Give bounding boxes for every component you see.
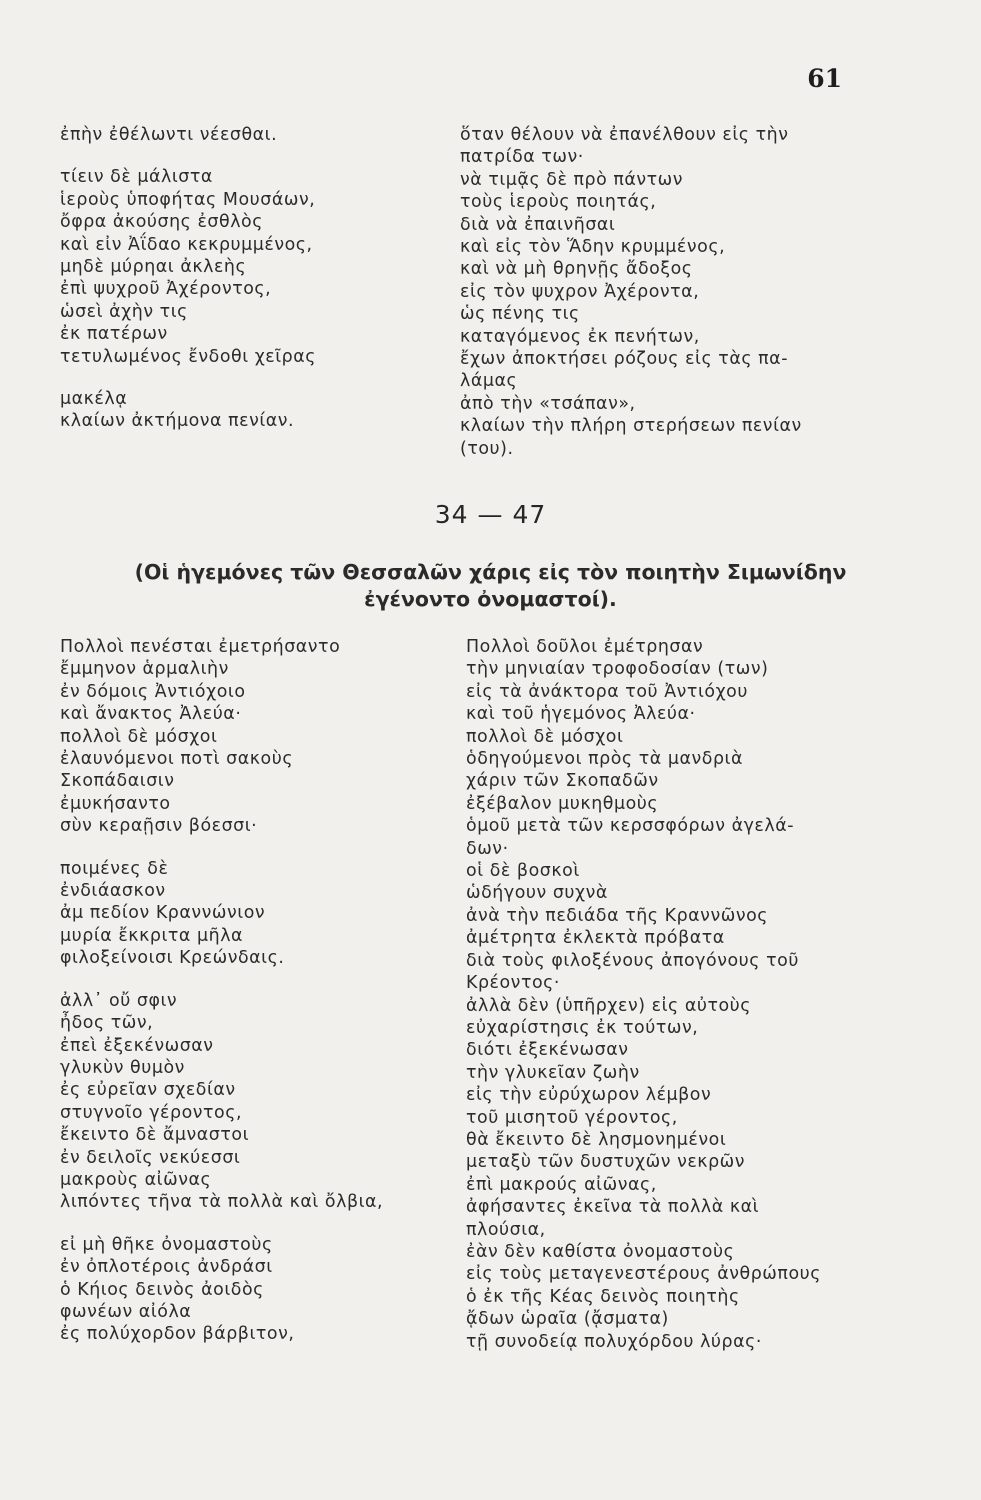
verse-line: ἐπὶ ψυχροῦ Ἀχέροντος, xyxy=(60,279,272,300)
verse-line: Πολλοὶ πενέσται ἐμετρήσαντο xyxy=(60,637,341,657)
verse-line: ἔμμηνον ἁρμαλιὴν xyxy=(60,659,229,680)
verse-line: ὅταν θέλουν νὰ ἐπανέλθουν εἰς τὴν xyxy=(460,125,789,145)
verse-line: ποιμένες δὲ xyxy=(60,858,169,879)
verse-line: ἦδος τῶν, xyxy=(60,1013,154,1034)
verse-line: στυγνοῖο γέροντος, xyxy=(60,1102,243,1123)
verse-line: φωνέων αἰόλα xyxy=(60,1301,192,1322)
verse-line: λιπόντες τῆνα τὰ πολλὰ καὶ ὄλβια, xyxy=(60,1192,384,1213)
verse-line: τοῦ μισητοῦ γέροντος, xyxy=(466,1107,678,1128)
stanza-gap xyxy=(60,838,460,858)
verse-line: καὶ τοῦ ἡγεμόνος Ἀλεύα· xyxy=(466,704,696,725)
verse-line: μηδὲ μύρηαι ἀκλεὴς xyxy=(60,257,247,278)
verse-line: Πολλοὶ δοῦλοι ἐμέτρησαν xyxy=(466,637,704,657)
verse-line: ἐπὴν ἐθέλωντι νέεσθαι. xyxy=(60,125,278,145)
stanza xyxy=(60,388,460,433)
verse-line: ἐς εὐρεῖαν σχεδίαν xyxy=(60,1080,236,1101)
verse-line: ὁμοῦ μετὰ τῶν κερσσφόρων ἀγελά- xyxy=(466,816,795,837)
verse-line: ἀμ πεδίον Κραννώνιον xyxy=(60,903,266,924)
verse-line: εἰς τὰ ἀνάκτορα τοῦ Ἀντιόχου xyxy=(466,681,748,702)
verse-line: εἰς τοὺς μεταγενεστέρους ἀνθρώπους xyxy=(466,1264,821,1285)
verse-line: τοὺς ἱεροὺς ποιητάς, xyxy=(460,192,657,213)
stanza-gap xyxy=(60,970,460,990)
verse-line: (του). xyxy=(460,438,514,459)
verse-line: ἔχων ἀποκτήσει ρόζους εἰς τὰς πα- xyxy=(460,349,789,370)
page-number: 61 xyxy=(807,64,842,93)
verse-line: σὺν κεραῇσιν βόεσσι· xyxy=(60,816,258,837)
verse-line: Κρέοντος· xyxy=(466,973,560,994)
verse-line: ἐπὶ μακρούς αἰῶνας, xyxy=(466,1174,657,1195)
section-subheading xyxy=(0,559,981,613)
verse-line: καὶ εἰν Ἀΐδαο κεκρυμμένος, xyxy=(60,234,313,255)
stanza-gap xyxy=(60,146,460,166)
verse-line: ἀλλὰ δὲν (ὑπῆρχεν) εἰς αὐτοὺς xyxy=(466,995,752,1016)
verse-line: μεταξὺ τῶν δυστυχῶν νεκρῶν xyxy=(466,1152,746,1173)
verse-line: ἐκ πατέρων xyxy=(60,324,168,345)
verse-line: εἰς τὴν εὐρύχωρον λέμβον xyxy=(466,1085,712,1106)
verse-line: τίειν δὲ μάλιστα xyxy=(60,167,213,188)
verse-line: καὶ εἰς τὸν Ἅδην κρυμμένος, xyxy=(460,237,726,258)
verse-line: μακέλᾳ xyxy=(60,389,128,410)
verse-line: γλυκὺν θυμὸν xyxy=(60,1057,185,1078)
verse-line: ἐν δειλοῖς νεκύεσσι xyxy=(60,1147,241,1168)
verse-line: ἐπεὶ ἐξεκένωσαν xyxy=(60,1035,214,1056)
verse-line: εὐχαρίστησις ἐκ τούτων, xyxy=(466,1017,699,1038)
verse-line: ἀνὰ τὴν πεδιάδα τῆς Κραννῶνος xyxy=(466,905,769,926)
verse-line: πλούσια, xyxy=(466,1219,546,1240)
verse-line: τὴν μηνιαίαν τροφοδοσίαν (των) xyxy=(466,659,769,680)
translation-text-top xyxy=(460,124,885,460)
verse-line: ὡδήγουν συχνὰ xyxy=(466,883,608,904)
verse-line: ἐς πολύχορδον βάρβιτον, xyxy=(60,1324,295,1345)
verse-line: φιλοξείνοισι Κρεώνδαις. xyxy=(60,948,285,969)
verse-line: ἀπὸ τὴν «τσάπαν», xyxy=(460,393,636,414)
verse-line: εἰ μὴ θῆκε ὀνομαστοὺς xyxy=(60,1234,273,1255)
verse-line: τὴν γλυκεῖαν ζωὴν xyxy=(466,1062,640,1083)
stanza xyxy=(60,124,460,146)
verse-line: οἱ δὲ βοσκοὶ xyxy=(466,861,580,882)
verse-line: ὡσεὶ ἀχὴν τις xyxy=(60,301,188,322)
subheading-line: ἐγένοντο ὀνομαστοί). xyxy=(364,587,617,611)
verse-line: πατρίδα των· xyxy=(460,147,584,168)
verse-line: ὄφρα ἀκούσης ἐσθλὸς xyxy=(60,212,263,233)
stanza xyxy=(60,1234,460,1346)
stanza-gap xyxy=(60,1214,460,1234)
verse-line: ἐνδιάασκον xyxy=(60,881,166,902)
verse-line: ἱεροὺς ὑποφήτας Μουσάων, xyxy=(60,189,316,210)
verse-line: ἐν ὀπλοτέροις ἀνδράσι xyxy=(60,1257,273,1278)
stanza xyxy=(60,636,460,838)
ancient-text-bottom xyxy=(60,636,460,1346)
stanza xyxy=(60,990,460,1214)
verse-line: διὰ τοὺς φιλοξένους ἀπογόνους τοῦ xyxy=(466,950,799,971)
verse-line: καὶ νὰ μὴ θρηνῇς ἄδοξος xyxy=(460,259,693,280)
verse-line: πολλοὶ δὲ μόσχοι xyxy=(60,726,218,747)
verse-line: ὡς πένης τις xyxy=(460,304,580,325)
verse-line: μυρία ἔκκριτα μῆλα xyxy=(60,925,244,946)
verse-line: χάριν τῶν Σκοπαδῶν xyxy=(466,771,659,792)
verse-line: ἀλλ᾿ οὔ σφιν xyxy=(60,990,178,1011)
verse-line: εἰς τὸν ψυχρον Ἀχέροντα, xyxy=(460,281,700,302)
ancient-text-top xyxy=(60,124,460,433)
verse-line: ἐλαυνόμενοι ποτὶ σακοὺς xyxy=(60,749,294,770)
subheading-line: (Οἱ ἡγεμόνες τῶν Θεσσαλῶν χάρις εἰς τὸν ποιητὴν Σιμωνίδην xyxy=(134,560,847,584)
verse-line: διὰ νὰ ἐπαινῆσαι xyxy=(460,214,616,235)
verse-line: ἐν δόμοις Ἀντιόχοιο xyxy=(60,681,246,702)
verse-line: ἐμυκήσαντο xyxy=(60,793,171,814)
stanza xyxy=(60,858,460,970)
verse-line: ἀμέτρητα ἐκλεκτὰ πρόβατα xyxy=(466,928,725,949)
verse-line: τῇ συνοδείᾳ πολυχόρδου λύρας· xyxy=(466,1331,762,1352)
verse-line: ἐὰν δὲν καθίστα ὀνομαστοὺς xyxy=(466,1241,735,1262)
verse-line: δων· xyxy=(466,838,509,859)
section-heading: 34 — 47 xyxy=(434,500,547,529)
verse-line: κλαίων τὴν πλήρη στερήσεων πενίαν xyxy=(460,416,802,437)
verse-line: λάμας xyxy=(460,371,518,392)
verse-line: ᾄδων ὡραῖα (ᾄσματα) xyxy=(466,1309,669,1330)
verse-line: κλαίων ἀκτήμονα πενίαν. xyxy=(60,411,295,432)
verse-line: πολλοὶ δὲ μόσχοι xyxy=(466,726,624,747)
verse-line: ἀφήσαντες ἐκεῖνα τὰ πολλὰ καὶ xyxy=(466,1197,760,1218)
verse-line: Σκοπάδαισιν xyxy=(60,771,175,792)
verse-line: καταγόμενος ἐκ πενήτων, xyxy=(460,326,700,347)
verse-line: διότι ἐξεκένωσαν xyxy=(466,1040,629,1061)
verse-line: ὁδηγούμενοι πρὸς τὰ μανδριὰ xyxy=(466,749,743,770)
verse-line: τετυλωμένος ἔνδοθι χεῖρας xyxy=(60,346,317,367)
stanza-gap xyxy=(60,368,460,388)
verse-line: καὶ ἄνακτος Ἀλεύα· xyxy=(60,704,242,725)
stanza xyxy=(60,166,460,368)
verse-line: θὰ ἔκειντο δὲ λησμονημένοι xyxy=(466,1129,727,1150)
verse-line: ἔκειντο δὲ ἄμναστοι xyxy=(60,1125,250,1146)
translation-text-bottom xyxy=(466,636,891,1353)
verse-line: ἐξέβαλον μυκηθμοὺς xyxy=(466,793,659,814)
verse-line: μακροὺς αἰῶνας xyxy=(60,1169,212,1190)
verse-line: ὁ ἐκ τῆς Κέας δεινὸς ποιητὴς xyxy=(466,1286,740,1307)
verse-line: ὁ Κήιος δεινὸς ἀοιδὸς xyxy=(60,1279,264,1300)
verse-line: νὰ τιμᾷς δὲ πρὸ πάντων xyxy=(460,169,684,190)
